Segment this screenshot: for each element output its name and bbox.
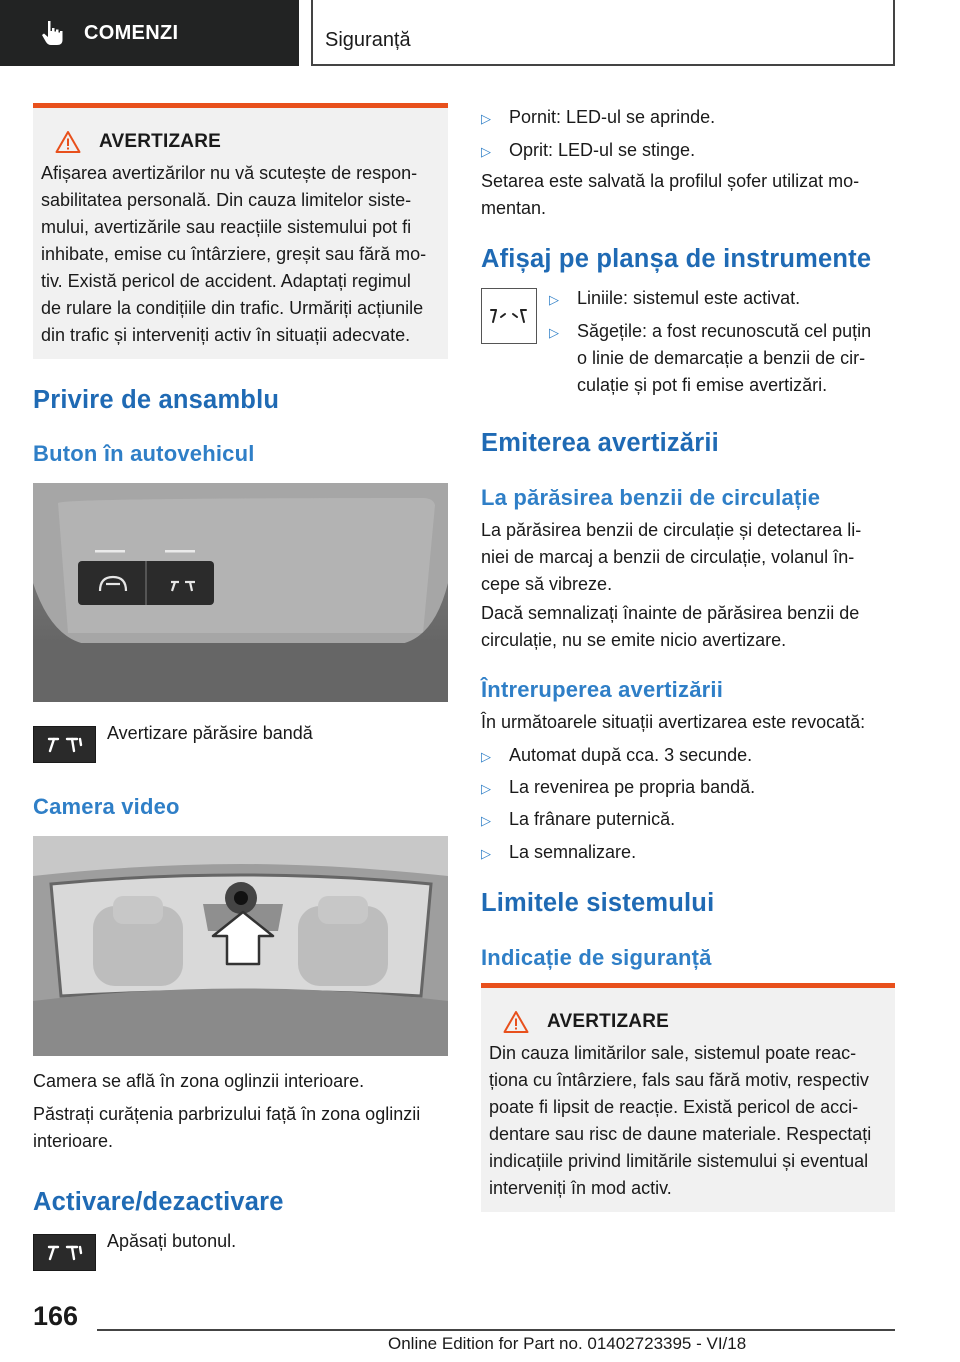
section-title: Siguranță xyxy=(325,29,411,51)
list-item xyxy=(481,137,695,165)
heading-display: Afișaj pe planșa de instrumente xyxy=(481,245,872,273)
chapter-tab-label: COMENZI xyxy=(84,21,179,44)
header-divider-end xyxy=(893,0,895,66)
bullet-triangle-icon: ▷ xyxy=(481,781,491,796)
list-item-text: Liniile: sistemul este activat. xyxy=(577,288,801,308)
list-item xyxy=(549,318,895,399)
list-item xyxy=(481,839,636,867)
leaving-line: cepe să vibreze. xyxy=(481,574,613,594)
leaving-line: La părăsirea benzii de circulație și detectarea li- xyxy=(481,520,862,540)
chapter-tab[interactable] xyxy=(0,0,299,66)
leaving-text xyxy=(481,517,895,598)
warning-line: Din cauza limitărilor sale, sistemul poate reac- xyxy=(489,1043,857,1063)
edition-text: Online Edition for Part no. 01402723395 - VI/18 xyxy=(388,1334,747,1353)
heading-warning-emission: Emiterea avertizării xyxy=(481,429,719,457)
warning-title: AVERTIZARE xyxy=(99,131,221,152)
list-item xyxy=(481,104,715,132)
subheading-leaving-lane: La părăsirea benzii de circulație xyxy=(481,485,821,510)
warning-header xyxy=(503,1010,887,1034)
camera-text xyxy=(33,1068,448,1155)
warning-text xyxy=(489,1040,887,1202)
lane-lines-icon xyxy=(487,305,531,327)
warning-box-2 xyxy=(481,983,895,1212)
warning-line: indicațiile privind limitările sistemului și eventual xyxy=(489,1151,869,1171)
bullet-triangle-icon: ▷ xyxy=(481,144,491,159)
saved-line: mentan. xyxy=(481,198,547,218)
list-item xyxy=(481,742,752,770)
list-item-text: Săgețile: a fost recunoscută cel puțin xyxy=(577,321,872,341)
subheading-camera: Camera video xyxy=(33,794,180,819)
signal-text xyxy=(481,600,895,654)
list-item xyxy=(481,774,755,802)
display-icon-box xyxy=(481,288,537,344)
leaving-line: niei de marcaj a benzii de circulație, volanul în- xyxy=(481,547,855,567)
icon-caption: Avertizare părăsire bandă xyxy=(107,723,313,743)
warning-line: de rulare la condițiile din trafic. Urmăriți acțiunile xyxy=(41,298,424,318)
warning-line: inhibate, emise cu întârziere, greșit sau fără mo- xyxy=(41,244,427,264)
bullet-triangle-icon: ▷ xyxy=(481,749,491,764)
page-number: 166 xyxy=(33,1301,79,1331)
warning-triangle-icon xyxy=(503,1010,529,1034)
footer-rule xyxy=(97,1329,895,1331)
interrupt-intro: În următoarele situații avertizarea este revocată: xyxy=(481,712,866,732)
lane-departure-icon xyxy=(45,1244,85,1262)
bullet-triangle-icon: ▷ xyxy=(481,111,491,126)
heading-limits: Limitele sistemului xyxy=(481,889,715,917)
warning-line: sabilitatea personală. Din cauza limitelor siste- xyxy=(41,190,412,210)
list-item-text: La semnalizare. xyxy=(509,842,637,862)
subheading-button: Buton în autovehicul xyxy=(33,441,255,466)
warning-line: mului, avertizările sau reacțiile sistemului pot fi xyxy=(41,217,412,237)
heading-overview: Privire de ansamblu xyxy=(33,386,280,414)
warning-triangle-icon xyxy=(55,130,81,154)
signal-line: Dacă semnalizați înainte de părăsirea benzii de xyxy=(481,603,860,623)
warning-box xyxy=(33,103,448,359)
warning-text xyxy=(41,160,440,349)
camera-line: Păstrați curățenia parbrizului față în zona oglinzii xyxy=(33,1104,421,1124)
bullet-triangle-icon: ▷ xyxy=(481,813,491,828)
camera-line: interioare. xyxy=(33,1131,114,1151)
warning-line: interveniți în mod activ. xyxy=(489,1178,672,1198)
list-item-text: Oprit: LED-ul se stinge. xyxy=(509,140,696,160)
warning-line: Afișarea avertizărilor nu vă scutește de respon- xyxy=(41,163,418,183)
warning-line: din trafic și interveniți activ în situații adecvate. xyxy=(41,325,411,345)
list-item-text: culație și pot fi emise avertizări. xyxy=(577,375,828,395)
warning-line: ționa cu întârziere, fals sau fără motiv, respectiv xyxy=(489,1070,869,1090)
warning-header xyxy=(55,130,440,154)
bullet-triangle-icon: ▷ xyxy=(481,846,491,861)
signal-line: circulație, nu se emite nicio avertizare. xyxy=(481,630,787,650)
header-rule xyxy=(311,64,895,66)
camera-line: Camera se află în zona oglinzii interioare. xyxy=(33,1071,365,1091)
subheading-interrupt: Întreruperea avertizării xyxy=(481,677,724,702)
heading-activation: Activare/dezactivare xyxy=(33,1188,284,1216)
list-item xyxy=(549,285,895,313)
list-item-text: o linie de demarcație a benzii de cir- xyxy=(577,348,866,368)
warning-line: poate fi lipsit de reacție. Există pericol de acci- xyxy=(489,1097,859,1117)
press-button-text: Apăsați butonul. xyxy=(107,1231,237,1251)
bullet-triangle-icon: ▷ xyxy=(549,325,559,340)
saved-text xyxy=(481,168,895,222)
subheading-safety: Indicație de siguranță xyxy=(481,945,712,970)
saved-line: Setarea este salvată la profilul șofer utilizat mo- xyxy=(481,171,860,191)
lane-departure-icon xyxy=(45,736,85,754)
camera-photo xyxy=(33,836,448,1056)
warning-line: tiv. Există pericol de accident. Adaptați regimul xyxy=(41,271,411,291)
lane-departure-icon-box xyxy=(33,726,96,763)
list-item xyxy=(481,806,675,834)
list-item-text: La frânare puternică. xyxy=(509,809,676,829)
warning-line: dentare sau risc de daune materiale. Respectați xyxy=(489,1124,872,1144)
header-divider xyxy=(311,0,313,66)
list-item-text: La revenirea pe propria bandă. xyxy=(509,777,756,797)
list-item-text: Automat după cca. 3 secunde. xyxy=(509,745,753,765)
lane-departure-icon-box-2 xyxy=(33,1234,96,1271)
bullet-triangle-icon: ▷ xyxy=(549,292,559,307)
warning-title: AVERTIZARE xyxy=(547,1011,669,1032)
button-photo xyxy=(33,483,448,702)
list-item-text: Pornit: LED-ul se aprinde. xyxy=(509,107,716,127)
hand-pointer-icon xyxy=(40,19,66,47)
